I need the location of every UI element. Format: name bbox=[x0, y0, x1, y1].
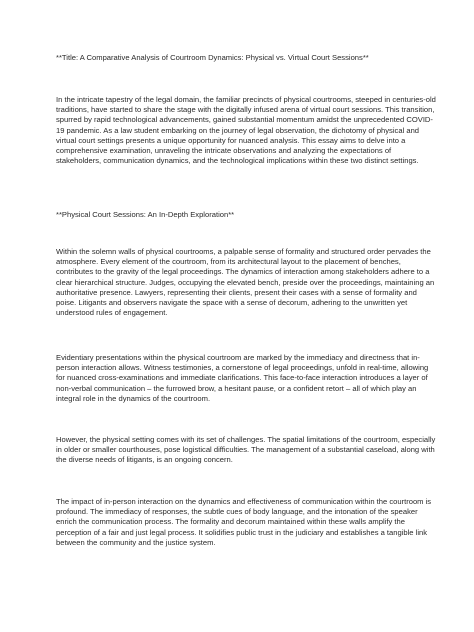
body-paragraph: The impact of in-person interaction on the dynamics and effectiveness of communication within the courtroom is profound. The immediacy of responses, the subtle cues of body language, and the intonation of the speaker enrich the communication process. The formality and decorum maintained within these walls amplify the perception of a fair and just legal process. It solidifies public trust in the judiciary and establishes a tangible link between the community and the justice system. bbox=[56, 497, 432, 547]
section-heading: **Physical Court Sessions: An In-Depth Exploration** bbox=[56, 210, 235, 219]
body-paragraph: However, the physical setting comes with its set of challenges. The spatial limitations of the courtroom, especially in older or smaller courthouses, pose logistical difficulties. The management of a substantial caseload, along with the diverse needs of litigants, is an ongoing concern. bbox=[56, 435, 436, 465]
intro-paragraph: In the intricate tapestry of the legal domain, the familiar precincts of physical courtrooms, steeped in centuries-old traditions, have started to share the stage with the digitally infused arena of virtual court sessions. This transition, spurred by rapid technological advancements, gained substantial momentum amidst the unprecedented COVID-19 pandemic. As a law student embarking on the journey of legal observation, the dichotomy of physical and virtual court settings presents a unique opportunity for nuanced analysis. This essay aims to delve into a comprehensive examination, unraveling the intricate observations and analyzing the expectations of stakeholders, communication dynamics, and the technological implications within these two distinct settings. bbox=[56, 95, 436, 166]
document-title: **Title: A Comparative Analysis of Courtroom Dynamics: Physical vs. Virtual Court Sessions** bbox=[56, 53, 369, 62]
body-paragraph: Evidentiary presentations within the physical courtroom are marked by the immediacy and directness that in-person interaction allows. Witness testimonies, a cornerstone of legal proceedings, unfold in real-time, allowing for nuanced cross-examinations and immediate clarifications. This face-to-face interaction introduces a layer of non-verbal communication – the furrowed brow, a hesitant pause, or a confident retort – all of which play an integral role in the dynamics of the courtroom. bbox=[56, 353, 429, 403]
body-paragraph: Within the solemn walls of physical courtrooms, a palpable sense of formality and structured order pervades the atmosphere. Every element of the courtroom, from its architectural layout to the placement of benches, contributes to the gravity of the legal proceedings. The dynamics of interaction among stakeholders adhere to a clear hierarchical structure. Judges, occupying the elevated bench, preside over the proceedings, maintaining an authoritative presence. Lawyers, representing their clients, present their cases with a sense of formality and poise. Litigants and observers navigate the space with a sense of decorum, adhering to the unwritten yet understood rules of engagement. bbox=[56, 247, 435, 318]
